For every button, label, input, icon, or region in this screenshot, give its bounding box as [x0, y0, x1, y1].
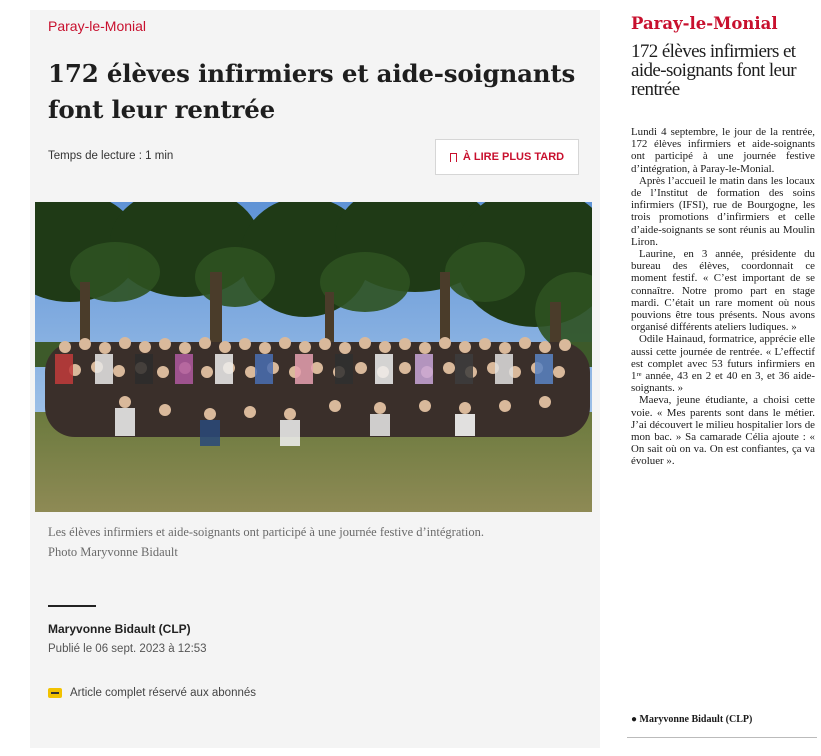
photo-caption — [48, 522, 593, 562]
clipping-paragraph: Maeva, jeune étudiante, a choisi cette voie. « Mes parents sont dans le métier. J’ai découvert le milieu hospitalier lors de mon bac. » Sa camarade Célia ajoute : « On sait où on va. On est confiantes, ça va évoluer ». — [631, 394, 815, 468]
read-later-label: À LIRE PLUS TARD — [462, 151, 565, 163]
clipping-paragraph: Lundi 4 septembre, le jour de la rentrée, 172 élèves infirmiers et aide-soignants ont participé à une journée festive d’intégration, à Paray-le-Monial. — [631, 126, 815, 175]
caption-text: Les élèves infirmiers et aide-soignants ont participé à une journée festive d’intégration. — [48, 525, 484, 539]
bookmark-icon — [450, 153, 457, 162]
clipping-paragraph: Laurine, en 3 année, présidente du bureau des élèves, coordonnait ce moment festif. « C’est important de se connaître. Notre promo part en stage mardi. C’était un rare moment où nous pouvions être tous présents. Nous avons organisé différents ateliers ludiques. » — [631, 248, 815, 334]
clipping-paragraph: Après l’accueil le matin dans les locaux de l’Institut de formation des soins infirmiers (IFSI), rue de Bourgogne, les trois promotions d’infirmiers et celle d’aide-soignants se sont réunis au Moulin Liron. — [631, 174, 815, 248]
article-rubric[interactable]: Paray-le-Monial — [48, 18, 147, 34]
subscriber-note: Article complet réservé aux abonnés — [70, 687, 257, 699]
author-name[interactable]: Maryvonne Bidault (CLP) — [48, 622, 191, 636]
web-article-panel — [30, 10, 600, 748]
article-title: 172 élèves infirmiers et aide-soignants font leur rentrée — [48, 59, 576, 124]
clipping-paragraph: Odile Hainaud, formatrice, apprécie elle aussi cette journée de rentrée. « L’effectif est complet avec 53 futurs infirmiers en 1ʳᵉ année, 43 en 2 et 40 en 3, et 36 aide-soignants. » — [631, 333, 815, 395]
author-divider — [48, 605, 96, 607]
clipping-body — [631, 126, 815, 468]
article-photo — [35, 202, 592, 512]
photo-credit: Photo Maryvonne Bidault — [48, 545, 178, 559]
premium-icon — [48, 688, 62, 698]
clipping-signature: ● Maryvonne Bidault (CLP) — [631, 714, 753, 725]
read-later-button[interactable] — [435, 139, 579, 175]
publish-date: Publié le 06 sept. 2023 à 12:53 — [48, 643, 207, 655]
clipping-title: 172 élèves infirmiers et aide-soignants font leur rentrée — [631, 41, 796, 100]
print-clipping — [627, 0, 817, 756]
reading-time: Temps de lecture : 1 min — [48, 150, 174, 162]
clipping-rubric: Paray-le-Monial — [631, 14, 778, 33]
clipping-rule — [627, 737, 817, 738]
subscriber-notice — [48, 687, 256, 699]
